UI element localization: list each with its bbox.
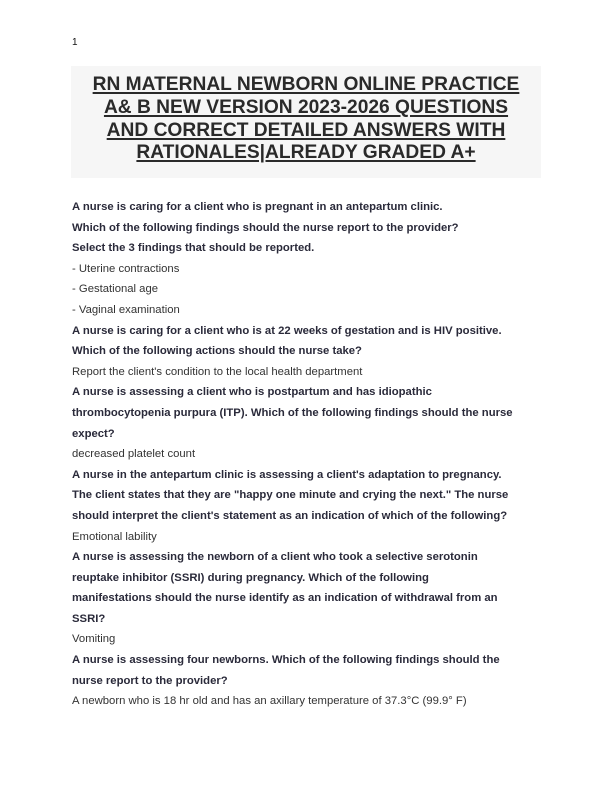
answer-text: Emotional lability bbox=[72, 530, 157, 543]
question-text: expect? bbox=[72, 427, 115, 440]
question-text: A nurse is assessing four newborns. Which of the following findings should the bbox=[72, 654, 500, 667]
question-text: A nurse is caring for a client who is at 22 weeks of gestation and is HIV positive. bbox=[72, 324, 502, 337]
question-text: manifestations should the nurse identify as an indication of withdrawal from an bbox=[72, 592, 498, 605]
document-title bbox=[71, 66, 541, 178]
page-number: 1 bbox=[72, 37, 78, 48]
question-text: Which of the following findings should the nurse report to the provider? bbox=[72, 221, 459, 234]
question-text: The client states that they are "happy one minute and crying the next." The nurse bbox=[72, 489, 509, 502]
question-answer-list bbox=[72, 197, 552, 712]
question-text: A nurse is assessing the newborn of a client who took a selective serotonin bbox=[72, 551, 478, 564]
title-line: RN MATERNAL NEWBORN ONLINE PRACTICE bbox=[92, 74, 520, 95]
question-text: A nurse in the antepartum clinic is assessing a client's adaptation to pregnancy. bbox=[72, 468, 502, 481]
answer-text: A newborn who is 18 hr old and has an axillary temperature of 37.3°C (99.9° F) bbox=[72, 695, 467, 708]
answer-text: Report the client's condition to the local health department bbox=[72, 365, 363, 378]
title-line: RATIONALES|ALREADY GRADED A+ bbox=[136, 142, 476, 164]
question-text: A nurse is assessing a client who is postpartum and has idiopathic bbox=[72, 386, 432, 399]
question-text: Select the 3 findings that should be reported. bbox=[72, 242, 315, 255]
question-text: nurse report to the provider? bbox=[72, 674, 228, 687]
question-text: reuptake inhibitor (SSRI) during pregnancy. Which of the following bbox=[72, 571, 429, 584]
answer-text: Vomiting bbox=[72, 633, 116, 646]
title-line: AND CORRECT DETAILED ANSWERS WITH bbox=[106, 119, 506, 141]
question-text: thrombocytopenia purpura (ITP). Which of the following findings should the nurse bbox=[72, 406, 513, 419]
question-text: SSRI? bbox=[72, 612, 106, 625]
answer-text: - Uterine contractions bbox=[72, 262, 180, 275]
answer-text: decreased platelet count bbox=[72, 448, 196, 461]
question-text: A nurse is caring for a client who is pregnant in an antepartum clinic. bbox=[72, 201, 443, 213]
question-text: should interpret the client's statement as an indication of which of the following? bbox=[72, 509, 508, 522]
answer-text: - Gestational age bbox=[72, 283, 159, 296]
answer-text: - Vaginal examination bbox=[72, 303, 180, 316]
title-line: A& B NEW VERSION 2023-2026 QUESTIONS bbox=[103, 96, 509, 118]
question-text: Which of the following actions should the nurse take? bbox=[72, 345, 362, 358]
